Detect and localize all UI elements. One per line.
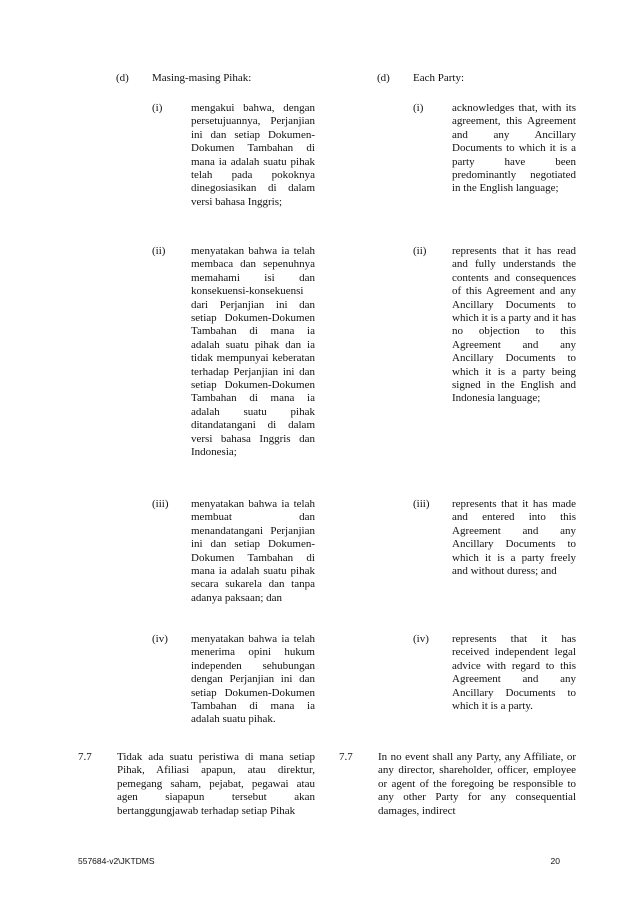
item-text: menyatakan bahwa ia telah menerima opini hukum independen sehubungan dengan Perjanjian ini dan setiap Dokumen-Dokumen Tambahan di mana ia adalah suatu pihak. — [191, 633, 315, 726]
item-text: represents that it has read and fully understands the contents and consequences of this Agreement and any Ancillary Documents to which it is a party and it has no objection to this Agreement and any Ancillary Documents to which it is a party being signed in the English and Indonesia language; — [452, 245, 576, 405]
subclause-heading-id — [78, 72, 318, 102]
subclause-label: (d) — [377, 72, 390, 84]
item-text: menyatakan bahwa ia telah membuat dan menandatangani Perjanjian ini dan setiap Dokumen-Dokumen Tambahan di mana ia adalah suatu pihak secara sukarela dan tanpa adanya paksaan; dan — [191, 498, 315, 604]
list-item — [78, 245, 318, 485]
clause-text: Tidak ada suatu peristiwa di mana setiap Pihak, Afiliasi apapun, atau direktur, pemegang saham, pejabat, pegawai atau agen siapapun tersebut akan bertanggungjawab terhadap setiap Pihak — [117, 751, 315, 817]
item-number: (iii) — [413, 498, 430, 510]
clause-number: 7.7 — [78, 751, 92, 763]
indonesian-column — [78, 72, 318, 818]
item-number: (ii) — [152, 245, 166, 257]
clause-text: In no event shall any Party, any Affiliate, or any director, shareholder, officer, employee or agent of the foregoing be responsible to any other Party for any consequential damages, indirect — [378, 751, 576, 817]
english-column — [339, 72, 579, 818]
clause-7-7-id — [78, 751, 318, 818]
item-number: (i) — [413, 102, 424, 114]
item-number: (iv) — [413, 633, 429, 645]
list-item — [78, 633, 318, 741]
subclause-label: (d) — [116, 72, 129, 84]
subclause-heading-text: Masing-masing Pihak: — [152, 72, 252, 84]
list-item — [339, 102, 579, 232]
list-item — [78, 498, 318, 620]
subclause-heading-en — [339, 72, 579, 102]
item-text: menyatakan bahwa ia telah membaca dan sepenuhnya memahami isi dan konsekuensi-konsekuensi dari Perjanjian ini dan setiap Dokumen-Dokumen Tambahan di mana ia adalah suatu pihak dan ia tidak mempunyai keberatan terhadap Perjanjian ini dan setiap Dokumen-Dokumen Tambahan di mana ia adalah suatu pihak ditandatangani di dalam versi bahasa Inggris dan Indonesia; — [191, 245, 315, 459]
item-number: (ii) — [413, 245, 427, 257]
item-text: represents that it has made and entered into this Agreement and any Ancillary Documents to which it is a party freely and without duress; and — [452, 498, 576, 578]
item-text: mengakui bahwa, dengan persetujuannya, Perjanjian ini dan setiap Dokumen-Dokumen Tambahan di mana ia adalah suatu pihak telah pada pokoknya dinegosiasikan di dalam versi bahasa Inggris; — [191, 102, 315, 208]
list-item — [78, 102, 318, 232]
list-item — [339, 498, 579, 620]
list-item — [339, 245, 579, 485]
item-text: represents that it has received independent legal advice with regard to this Agreement and any Ancillary Documents to which it is a party. — [452, 633, 576, 713]
document-reference: 557684-v2\JKTDMS — [78, 856, 155, 866]
clause-number: 7.7 — [339, 751, 353, 763]
item-text: acknowledges that, with its agreement, this Agreement and any Ancillary Documents to which it is a party have been predominantly negotiated in the English language; — [452, 102, 576, 195]
subclause-heading-text: Each Party: — [413, 72, 465, 84]
page-number: 20 — [550, 856, 560, 866]
list-item — [339, 633, 579, 741]
item-number: (iv) — [152, 633, 168, 645]
clause-7-7-en — [339, 751, 579, 818]
item-number: (iii) — [152, 498, 169, 510]
item-number: (i) — [152, 102, 163, 114]
